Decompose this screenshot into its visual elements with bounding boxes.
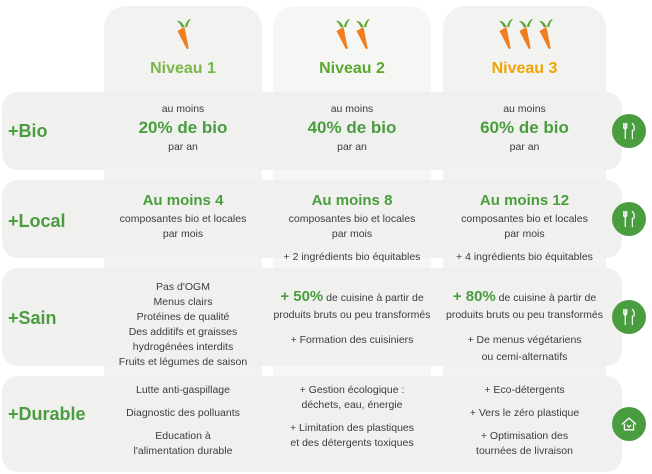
- cell-text: Education à: [155, 430, 211, 442]
- cell-sain-niveau3: [443, 288, 606, 366]
- cell-highlight: Au moins 12: [479, 192, 570, 209]
- column-title-niveau2: Niveau 2: [319, 60, 385, 77]
- cell-sain-niveau2: [273, 288, 431, 349]
- cell-text: Fruits et légumes de saison: [118, 356, 248, 368]
- carrot-icon: [497, 17, 513, 51]
- cell-text: par an: [337, 141, 367, 153]
- cell-text: au moins: [330, 103, 374, 115]
- cell-text: produits bruts ou peu transformés: [273, 309, 431, 321]
- cell-percentage: + 50%: [280, 288, 324, 305]
- cell-text: au moins: [503, 103, 546, 115]
- cell-text: + Limitation des plastiques: [289, 422, 415, 434]
- cell-text: + 4 ingrédients bio équitables: [456, 251, 593, 263]
- column-header-niveau3: [443, 14, 606, 88]
- cell-bio-niveau3: [443, 101, 606, 155]
- carrot-rating-2: [273, 14, 431, 54]
- fork-knife-icon: [620, 308, 638, 326]
- cell-text: composantes bio et locales: [461, 213, 588, 225]
- carrot-icon: [175, 17, 191, 51]
- cell-local-niveau3: [443, 190, 606, 265]
- cell-text: déchets, eau, énergie: [301, 399, 403, 411]
- cell-text: Diagnostic des polluants: [126, 407, 240, 419]
- cell-text: tournées de livraison: [476, 445, 573, 457]
- cell-text: + Gestion écologique :: [299, 384, 405, 396]
- badge-bio: [612, 114, 646, 148]
- cell-text: composantes bio et locales: [119, 213, 247, 225]
- cell-text: au moins: [161, 103, 205, 115]
- fork-knife-icon: [620, 210, 638, 228]
- cell-text: + 2 ingrédients bio équitables: [283, 251, 421, 263]
- cell-durable-niveau1: [104, 382, 262, 459]
- row-label-local: +Local: [8, 211, 66, 231]
- cell-text: + Formation des cuisiniers: [290, 334, 414, 346]
- row-label-bio: +Bio: [8, 121, 48, 141]
- carrot-rating-3: [443, 14, 606, 54]
- carrot-rating-1: [104, 14, 262, 54]
- cell-bio-niveau1: [104, 101, 262, 155]
- cell-text: Pas d'OGM: [156, 281, 210, 293]
- cell-text: + Eco-détergents: [484, 384, 565, 396]
- cell-highlight: Au moins 8: [311, 192, 393, 209]
- column-title-niveau3: Niveau 3: [491, 60, 558, 77]
- cell-text: par mois: [331, 228, 373, 240]
- cell-highlight: Au moins 4: [142, 192, 224, 209]
- badge-durable: [612, 407, 646, 441]
- cell-text: Lutte anti-gaspillage: [136, 384, 230, 396]
- column-header-niveau1: [104, 14, 262, 88]
- cell-text: Des additifs et graisses: [128, 326, 238, 338]
- cell-text: et des détergents toxiques: [290, 437, 414, 449]
- cell-text: hydrogénées interdits: [132, 341, 234, 353]
- cell-percentage: + 80%: [452, 288, 496, 305]
- cell-text: par an: [509, 141, 540, 153]
- row-label-sain: +Sain: [8, 308, 57, 328]
- cell-local-niveau1: [104, 190, 262, 250]
- cell-durable-niveau2: [273, 382, 431, 451]
- cell-text: par mois: [504, 228, 545, 240]
- carrot-icon: [354, 17, 370, 51]
- cell-text: de cuisine à partir de: [495, 292, 597, 304]
- column-title-niveau1: Niveau 1: [150, 60, 216, 77]
- cell-text: l'alimentation durable: [133, 445, 233, 457]
- cell-text: ou cemi-alternatifs: [481, 351, 568, 363]
- cell-local-niveau2: [273, 190, 431, 265]
- cell-text: Menus clairs: [153, 296, 213, 308]
- cell-text: + Optimisation des: [480, 430, 569, 442]
- cell-text: + Vers le zéro plastique: [469, 407, 580, 419]
- badge-local: [612, 202, 646, 236]
- cell-text: par mois: [162, 228, 204, 240]
- cell-text: Protéines de qualité: [136, 311, 230, 323]
- cell-highlight-row: [443, 289, 606, 306]
- cell-highlight: 40% de bio: [307, 118, 397, 137]
- carrot-icon: [517, 17, 533, 51]
- cell-highlight: 60% de bio: [480, 118, 569, 137]
- cell-sain-niveau1: [104, 279, 262, 370]
- cell-text: produits bruts ou peu transformés: [446, 309, 603, 321]
- carrot-icon: [537, 17, 553, 51]
- cell-text: par an: [168, 141, 198, 153]
- fork-knife-icon: [620, 122, 638, 140]
- cell-text: de cuisine à partir de: [323, 292, 424, 304]
- row-label-durable: +Durable: [8, 404, 86, 424]
- cell-text: composantes bio et locales: [288, 213, 416, 225]
- cell-text: + De menus végétariens: [467, 334, 582, 346]
- cell-highlight: 20% de bio: [138, 118, 228, 137]
- cell-highlight-row: [273, 289, 431, 306]
- cell-durable-niveau3: [443, 382, 606, 459]
- column-header-niveau2: [273, 14, 431, 88]
- carrot-icon: [334, 17, 350, 51]
- badge-sain: [612, 300, 646, 334]
- recycle-house-icon: [619, 414, 639, 434]
- cell-bio-niveau2: [273, 101, 431, 155]
